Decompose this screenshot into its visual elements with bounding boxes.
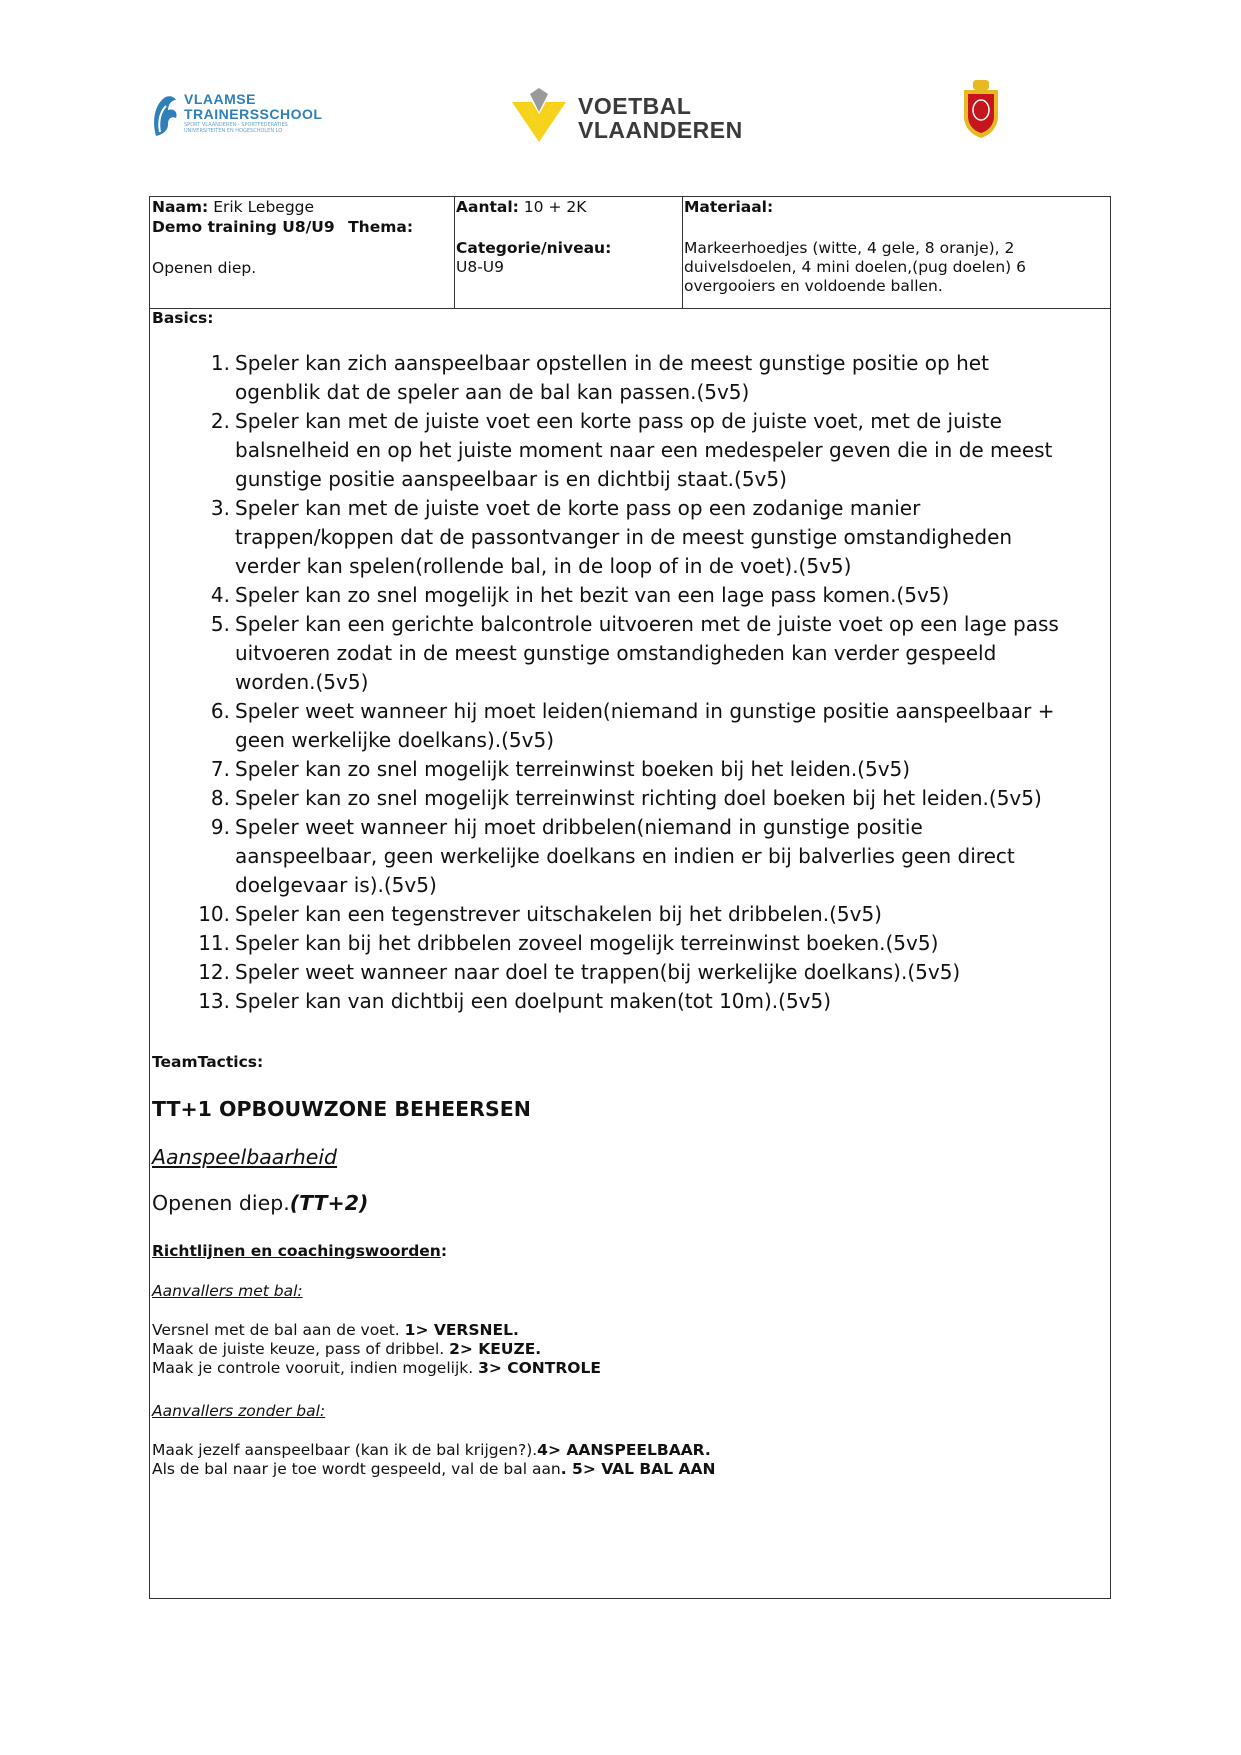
naam-value: Erik Lebegge <box>213 198 315 216</box>
coaching-keyword: . 5> VAL BAL AAN <box>560 1460 716 1478</box>
basics-item-line: Speler kan bij het dribbelen zoveel mogelijk terreinwinst boeken.(5v5) <box>235 931 939 955</box>
basics-item-line: gunstige positie aanspeelbaar is en dichtbij staat.(5v5) <box>235 467 787 491</box>
basics-item-line: verder kan spelen(rollende bal, in de loop of in de voet).(5v5) <box>235 554 852 578</box>
coaching-text: Als de bal naar je toe wordt gespeeld, val de bal aan <box>152 1460 561 1478</box>
openen-line <box>152 1191 368 1215</box>
met-bal-lines <box>152 1321 601 1378</box>
basics-item-line: Speler kan met de juiste voet een korte pass op de juiste voet, met de juiste <box>235 409 1002 433</box>
basics-item <box>190 581 1090 610</box>
basics-item-line: Speler weet wanneer hij moet dribbelen(niemand in gunstige positie <box>235 815 923 839</box>
basics-item-number: 10. <box>198 902 230 926</box>
basics-item-number: 1. <box>210 351 230 375</box>
coaching-keyword: 4> AANSPEELBAAR. <box>537 1441 711 1459</box>
basics-item-line: Speler weet wanneer naar doel te trappen(bij werkelijke doelkans).(5v5) <box>235 960 961 984</box>
coaching-text: Maak de juiste keuze, pass of dribbel. <box>152 1340 450 1358</box>
demo-title: Demo training U8/U9 <box>152 218 335 236</box>
vts-wordmark: VLAAMSE TRAINERSSCHOOL <box>184 91 323 122</box>
basics-item-number: 3. <box>210 496 230 520</box>
coaching-line <box>152 1441 715 1460</box>
basics-item-line: Speler kan zo snel mogelijk in het bezit van een lage pass komen.(5v5) <box>235 583 950 607</box>
coaching-line <box>152 1460 715 1479</box>
richtlijnen-colon: : <box>440 1242 448 1260</box>
basics-item-line: ogenblik dat de speler aan de bal kan passen.(5v5) <box>235 380 750 404</box>
basics-item <box>190 900 1090 929</box>
header-row <box>150 197 1110 309</box>
basics-item-line: trappen/koppen dat de passontvanger in de meest gunstige omstandigheden <box>235 525 1013 549</box>
basics-item <box>190 755 1090 784</box>
teamtactics-subtitle: Aanspeelbaarheid <box>152 1145 338 1169</box>
met-bal-heading: Aanvallers met bal: <box>152 1282 303 1300</box>
openen-code: (TT+2) <box>289 1191 369 1215</box>
aantal-label: Aantal: <box>456 198 519 216</box>
zonder-bal-lines <box>152 1441 715 1479</box>
categorie-value: U8-U9 <box>456 258 505 276</box>
basics-item <box>190 929 1090 958</box>
basics-item <box>190 697 1090 755</box>
teamtactics-label: TeamTactics: <box>152 1053 264 1071</box>
crest-icon <box>960 78 1002 140</box>
coaching-keyword: 1> VERSNEL. <box>404 1321 519 1339</box>
basics-item-line: Speler kan zich aanspeelbaar opstellen in de meest gunstige positie op het <box>235 351 989 375</box>
coaching-keyword: 2> KEUZE. <box>449 1340 542 1358</box>
basics-item-number: 9. <box>210 815 230 839</box>
thema-value: Openen diep. <box>152 259 257 277</box>
vv-shield-icon <box>510 86 568 144</box>
basics-item-line: balsnelheid en op het juiste moment naar een medespeler geven die in de meest <box>235 438 1053 462</box>
basics-item-number: 5. <box>210 612 230 636</box>
vv-wordmark: VOETBAL VLAANDEREN <box>578 93 743 143</box>
basics-item-line: worden.(5v5) <box>235 670 369 694</box>
materiaal-cell <box>682 197 1110 308</box>
coaching-text: Versnel met de bal aan de voet. <box>152 1321 405 1339</box>
coaching-line <box>152 1359 601 1378</box>
coaching-line <box>152 1340 601 1359</box>
vlaamse-trainersschool-logo <box>150 88 323 144</box>
basics-item <box>190 784 1090 813</box>
categorie-label: Categorie/niveau: <box>456 239 612 257</box>
basics-list <box>190 349 1090 1016</box>
basics-item-line: Speler kan een tegenstrever uitschakelen bij het dribbelen.(5v5) <box>235 902 882 926</box>
basics-item-number: 8. <box>210 786 230 810</box>
richtlijnen-label: Richtlijnen en coachingswoorden <box>152 1242 441 1260</box>
basics-item <box>190 813 1090 900</box>
basics-item <box>190 494 1090 581</box>
basics-item-line: uitvoeren zodat in de meest gunstige omstandigheden kan verder gespeeld <box>235 641 997 665</box>
naam-cell <box>150 197 455 308</box>
materiaal-label: Materiaal: <box>684 198 774 216</box>
training-form <box>149 196 1111 1599</box>
naam-label: Naam: <box>152 198 209 216</box>
basics-item-number: 12. <box>198 960 230 984</box>
basics-item-number: 13. <box>198 989 230 1013</box>
vts-lion-icon <box>150 92 182 140</box>
basics-item-line: doelgevaar is).(5v5) <box>235 873 437 897</box>
thema-label: Thema: <box>348 218 414 236</box>
basics-item-line: Speler kan van dichtbij een doelpunt maken(tot 10m).(5v5) <box>235 989 832 1013</box>
basics-label: Basics: <box>152 309 214 327</box>
basics-item-number: 11. <box>198 931 230 955</box>
materiaal-line: overgooiers en voldoende ballen. <box>684 277 943 295</box>
basics-item <box>190 349 1090 407</box>
basics-item-line: Speler weet wanneer hij moet leiden(niemand in gunstige positie aanspeelbaar + <box>235 699 1055 723</box>
aantal-value: 10 + 2K <box>523 198 587 216</box>
kbvb-crest-logo <box>960 78 1002 140</box>
basics-item-line: Speler kan zo snel mogelijk terreinwinst boeken bij het leiden.(5v5) <box>235 757 911 781</box>
coaching-text: Maak je controle vooruit, indien mogelijk. <box>152 1359 479 1377</box>
basics-item-number: 7. <box>210 757 230 781</box>
teamtactics-title: TT+1 OPBOUWZONE BEHEERSEN <box>152 1097 531 1121</box>
voetbal-vlaanderen-logo <box>510 86 743 146</box>
richtlijnen-heading <box>152 1242 447 1260</box>
basics-item-number: 4. <box>210 583 230 607</box>
coaching-keyword: 3> CONTROLE <box>478 1359 601 1377</box>
materiaal-line: Markeerhoedjes (witte, 4 gele, 8 oranje), 2 <box>684 239 1015 257</box>
vts-subline: SPORT VLAANDEREN - SPORTFEDERATIES UNIVERSITEITEN EN HOGESCHOLEN LO <box>184 122 288 134</box>
basics-item <box>190 987 1090 1016</box>
basics-item-line: aanspeelbaar, geen werkelijke doelkans en indien er bij balverlies geen direct <box>235 844 1015 868</box>
aantal-cell <box>454 197 683 308</box>
basics-item <box>190 407 1090 494</box>
coaching-text: Maak jezelf aanspeelbaar (kan ik de bal krijgen?). <box>152 1441 538 1459</box>
materiaal-line: duivelsdoelen, 4 mini doelen,(pug doelen) 6 <box>684 258 1026 276</box>
coaching-line <box>152 1321 601 1340</box>
basics-item-line: Speler kan zo snel mogelijk terreinwinst richting doel boeken bij het leiden.(5v5) <box>235 786 1042 810</box>
zonder-bal-heading: Aanvallers zonder bal: <box>152 1402 326 1420</box>
basics-item-line: Speler kan met de juiste voet de korte pass op een zodanige manier <box>235 496 921 520</box>
basics-item-number: 6. <box>210 699 230 723</box>
basics-item <box>190 958 1090 987</box>
basics-item-number: 2. <box>210 409 230 433</box>
openen-text: Openen diep. <box>152 1191 290 1215</box>
basics-item-line: geen werkelijke doelkans).(5v5) <box>235 728 555 752</box>
basics-item <box>190 610 1090 697</box>
basics-item-line: Speler kan een gerichte balcontrole uitvoeren met de juiste voet op een lage pass <box>235 612 1059 636</box>
